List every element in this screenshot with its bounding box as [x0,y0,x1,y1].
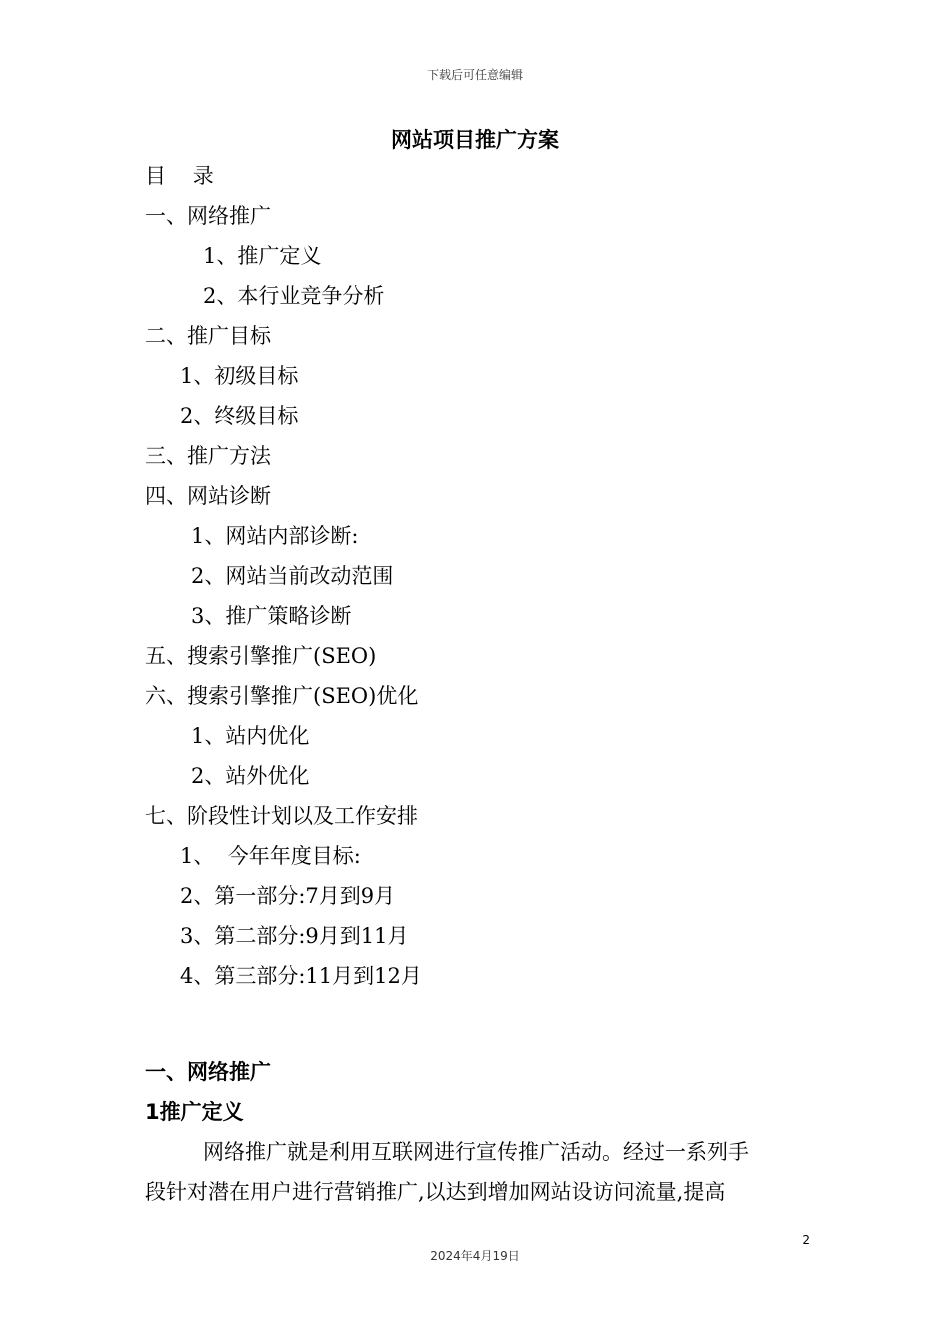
section-heading: 一、网络推广 [145,1060,271,1084]
toc-item: 六、搜索引擎推广(SEO)优化 [145,684,419,708]
toc-item: 1、 今年年度目标: [180,844,361,868]
toc-item: 2、第一部分:7月到9月 [180,884,396,908]
toc-item: 四、网站诊断 [145,484,271,508]
toc-item: 三、推广方法 [145,444,271,468]
toc-item: 1、站内优化 [191,724,310,748]
toc-item: 4、第三部分:11月到12月 [180,964,422,988]
toc-item: 二、推广目标 [145,324,271,348]
toc-item: 3、推广策略诊断 [191,604,352,628]
toc-item: 五、搜索引擎推广(SEO) [145,644,377,668]
page-number: 2 [802,1233,810,1247]
toc-item: 2、网站当前改动范围 [191,564,394,588]
paragraph-line: 网络推广就是利用互联网进行宣传推广活动。经过一系列手 [203,1140,749,1164]
toc-label: 目 录 [145,164,214,188]
toc-item: 2、本行业竞争分析 [203,284,385,308]
document-title: 网站项目推广方案 [391,128,559,152]
page-header: 下载后可任意编辑 [426,68,523,82]
toc-item: 2、站外优化 [191,764,310,788]
toc-item: 2、终级目标 [180,404,299,428]
toc-item: 1、推广定义 [203,244,322,268]
paragraph-line: 段针对潜在用户进行营销推广,以达到增加网站设访问流量,提高 [145,1180,726,1204]
toc-item: 1、网站内部诊断: [191,524,359,548]
toc-item: 3、第二部分:9月到11月 [180,924,409,948]
page-footer-date: 2024年4月19日 [430,1249,520,1263]
toc-item: 七、阶段性计划以及工作安排 [145,804,418,828]
toc-item: 一、网络推广 [145,204,271,228]
toc-item: 1、初级目标 [180,364,299,388]
subsection-heading: 1推广定义 [145,1100,244,1124]
